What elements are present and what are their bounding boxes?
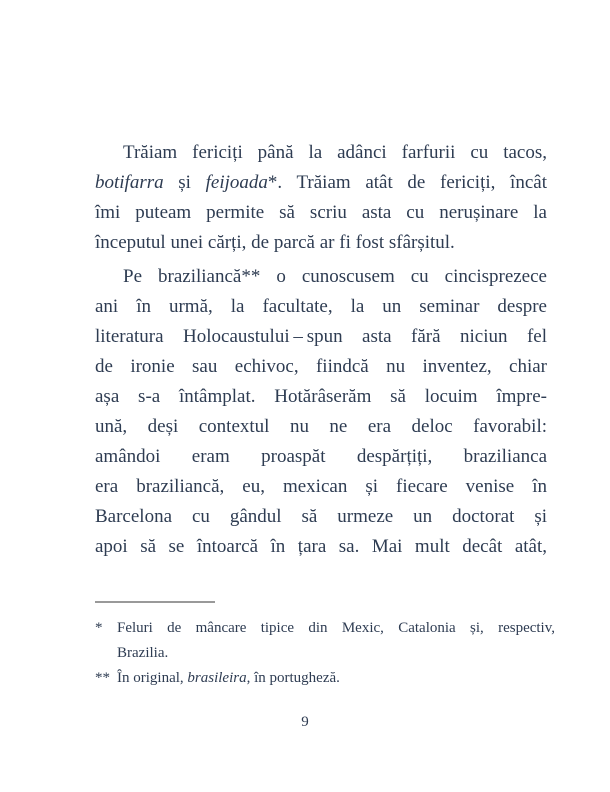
text-segment: Trăiam fericiți până la adânci farfurii cu tacos, (123, 142, 547, 163)
text-segment: de ironie sau echivoc, fiindcă nu inventez, chiar (95, 356, 547, 377)
text-segment: literatura Holocaustului – spun asta fără niciun fel (95, 326, 547, 347)
footnote (95, 666, 555, 691)
text-line (95, 168, 547, 198)
italic-text: feijoada (205, 172, 268, 193)
text-line (95, 382, 547, 412)
text-line (95, 138, 547, 168)
footnote-marker: * (95, 620, 103, 636)
text-segment: *. Trăiam atât de fericiți, încât (267, 172, 547, 193)
footnote-divider (95, 601, 215, 603)
text-segment: așa s-a întâmplat. Hotărâserăm să locuim împre- (95, 386, 547, 407)
footnote (95, 616, 555, 666)
text-line (95, 322, 547, 352)
italic-text: botifarra (95, 172, 164, 193)
text-segment: Feluri de mâncare tipice din Mexic, Catalonia și, respectiv, (117, 620, 555, 636)
text-line (95, 412, 547, 442)
text-segment: apoi să se întoarcă în țara sa. Mai mult decât atât, (95, 536, 547, 557)
italic-text: brasileira (187, 670, 247, 686)
text-line (95, 472, 547, 502)
text-segment: era braziliancă, eu, mexican și fiecare venise în (95, 476, 547, 497)
text-line (95, 228, 547, 258)
footnote-list (95, 616, 555, 691)
text-segment: ani în urmă, la facultate, la un seminar despre (95, 296, 547, 317)
text-segment: amândoi eram proaspăt despărțiți, brazilianca (95, 446, 547, 467)
text-segment: Brazilia. (117, 645, 169, 661)
text-segment: și (163, 172, 206, 193)
paragraph (95, 138, 547, 258)
page-number: 9 (301, 714, 309, 730)
text-segment: Barcelona cu gândul să urmeze un doctorat și (95, 506, 547, 527)
text-segment: începutul unei cărți, de parcă ar fi fost sfârșitul. (95, 232, 455, 253)
text-line (117, 641, 555, 666)
text-segment: În original, (117, 670, 188, 686)
text-line (95, 532, 547, 562)
text-line (95, 352, 547, 382)
text-line (95, 502, 547, 532)
text-segment: ună, deși contextul nu ne era deloc favorabil: (95, 416, 547, 437)
text-segment: , în portugheză. (246, 670, 340, 686)
text-segment: Pe braziliancă** o cunoscusem cu cincisprezece (123, 266, 547, 287)
text-line (117, 616, 555, 641)
paragraph (95, 262, 547, 562)
text-line (95, 198, 547, 228)
text-line (95, 262, 547, 292)
body-paragraphs (95, 138, 547, 562)
text-line (117, 666, 555, 691)
text-line (95, 442, 547, 472)
text-segment: îmi puteam permite să scriu asta cu nerușinare la (95, 202, 547, 223)
footnote-marker: ** (95, 670, 110, 686)
text-line (95, 292, 547, 322)
footnotes-section (95, 601, 555, 691)
